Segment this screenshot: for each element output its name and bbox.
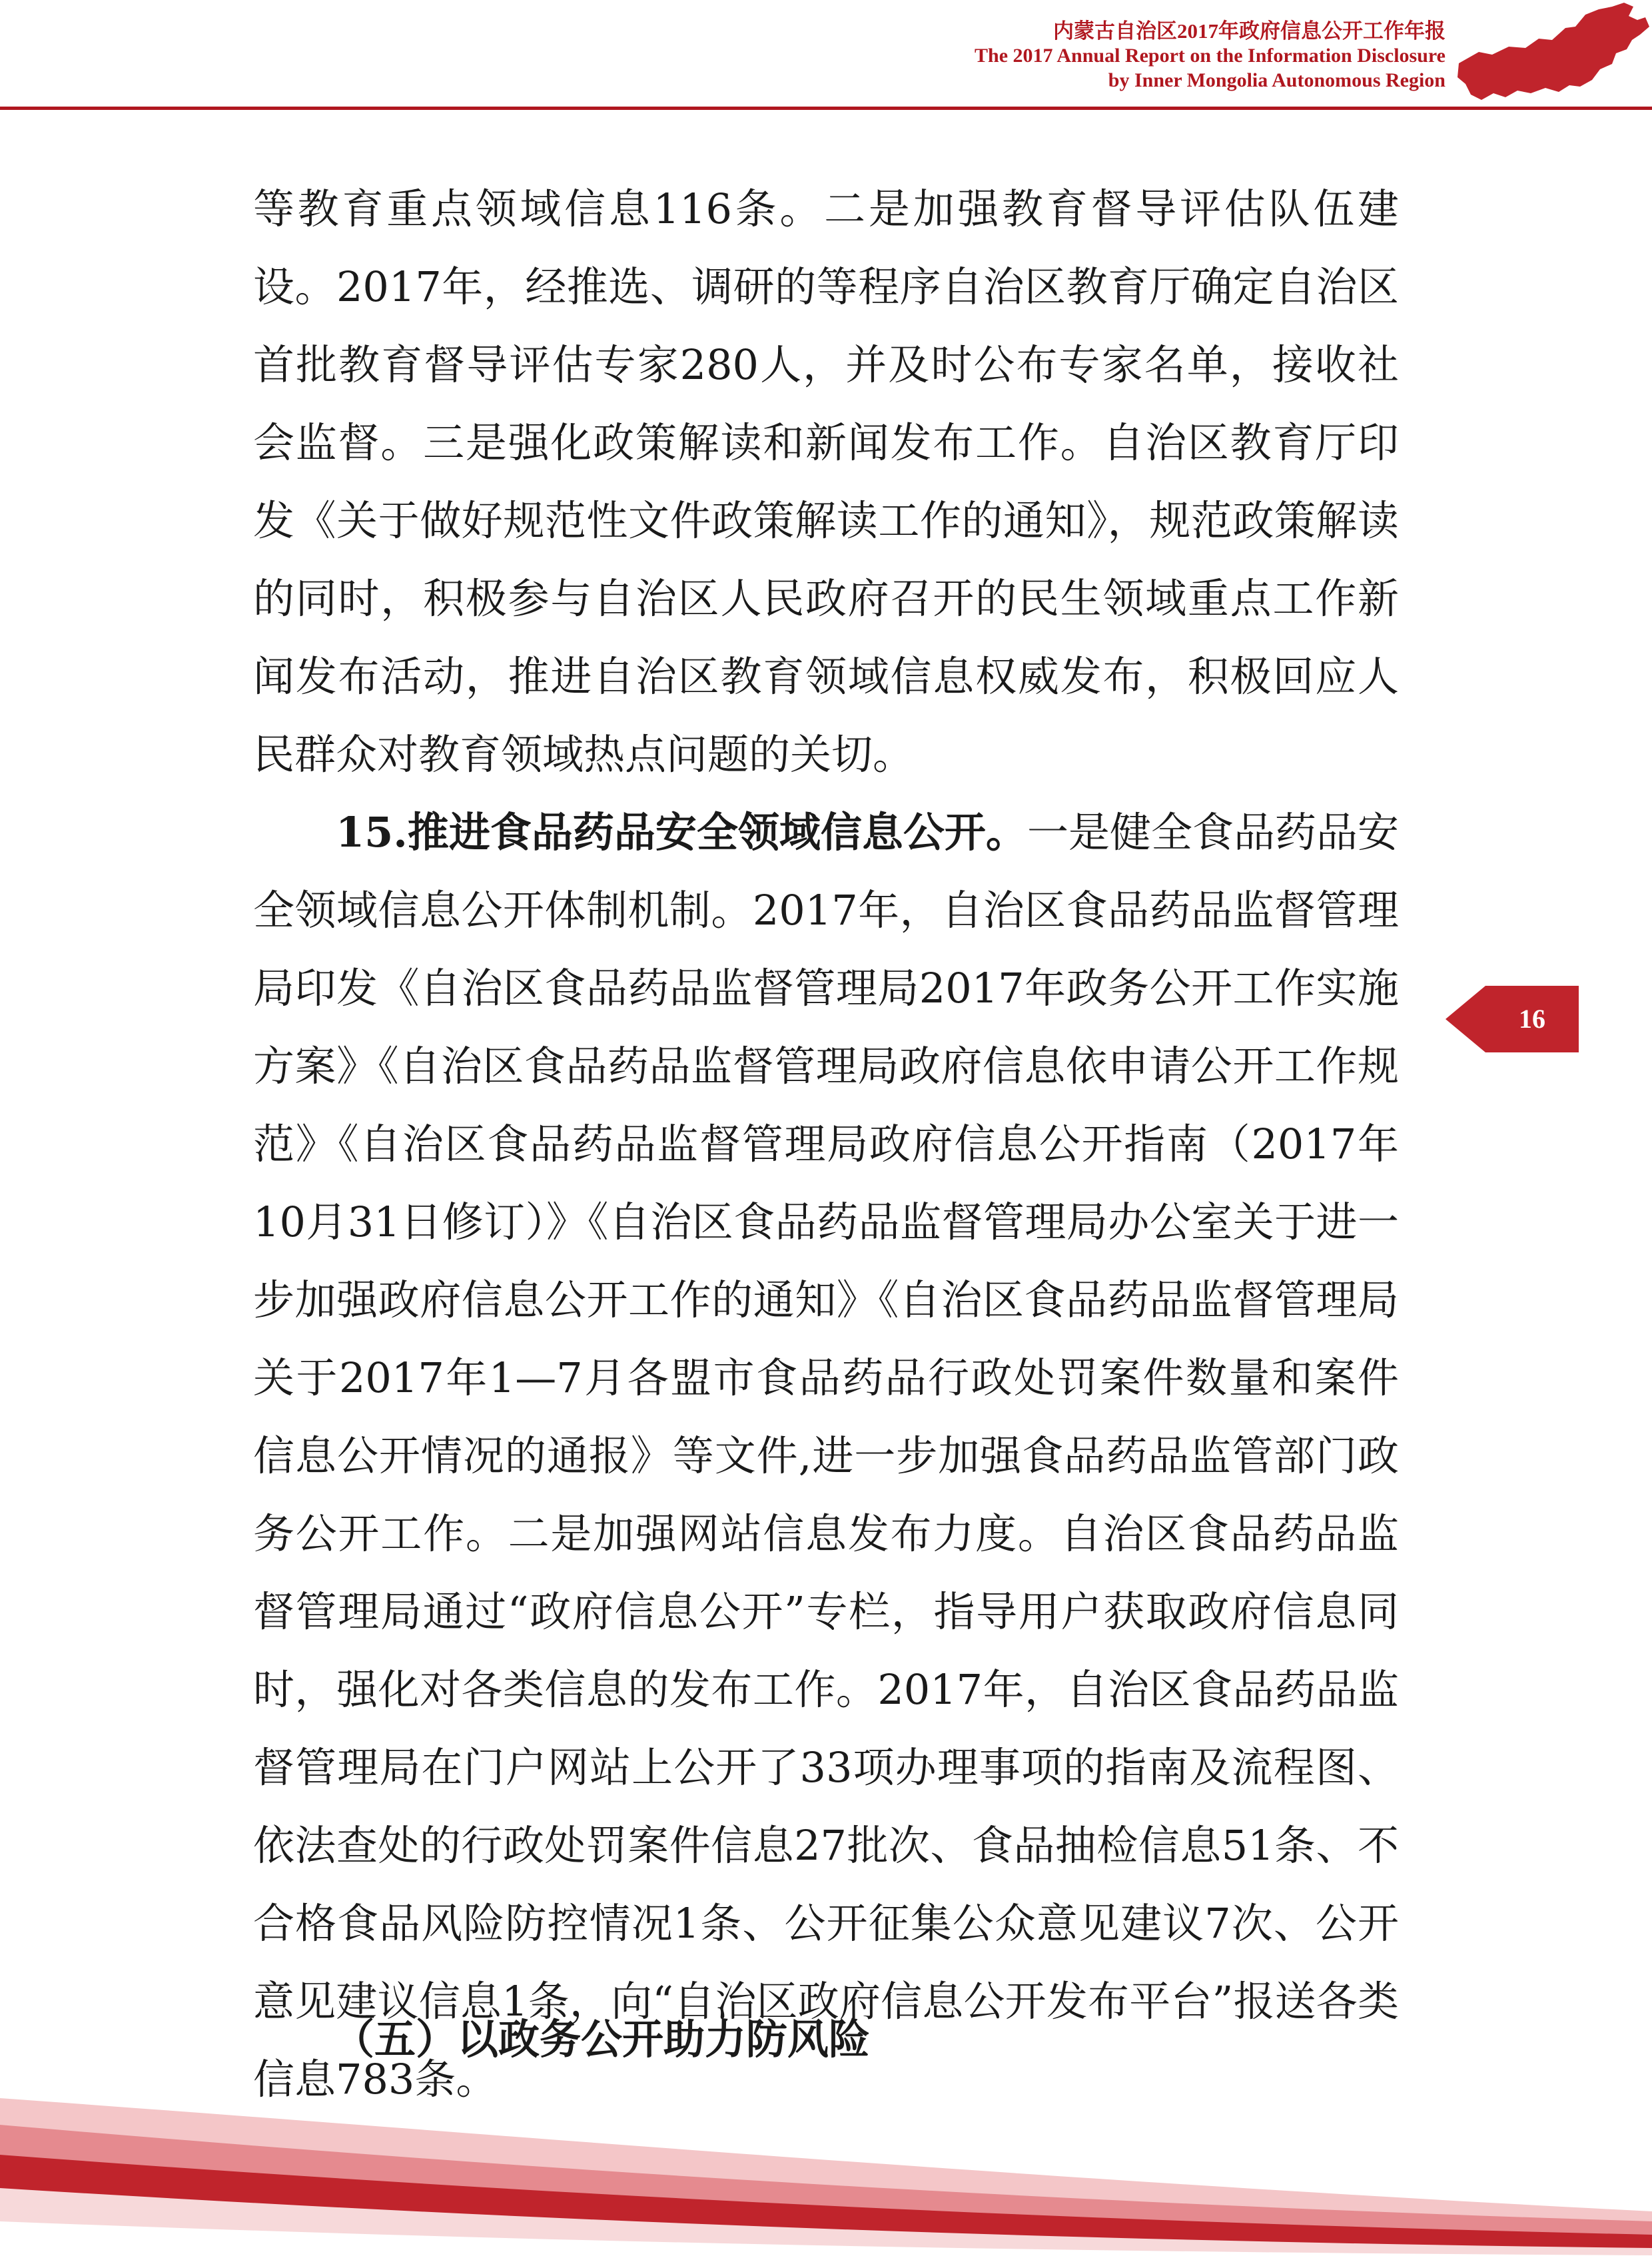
paragraph-food-drug-text: 一是健全食品药品安全领域信息公开体制机制。2017年，自治区食品药品监督管理局印发《自治区食品药品监督管理局2017年政务公开工作实施方案》《自治区食品药品监督管理局政府信息依申请公开工作规范》《自治区食品药品监督管理局政府信息公开指南（2017年10月31日修订）》《自治区食品药品监督管理局办公室关于进一步加强政府信息公开工作的通知》《自治区食品药品监督管理局关于2017年1—7月各盟市食品药品行政处罚案件数量和案件信息公开情况的通报》等文件,进一步加强食品药品监管部门政务公开工作。二是加强网站信息发布力度。自治区食品药品监督管理局通过“政府信息公开”专栏，指导用户获取政府信息同时，强化对各类信息的发布工作。2017年，自治区食品药品监督管理局在门户网站上公开了33项办理事项的指南及流程图、依法查处的行政处罚案件信息27批次、食品抽检信息51条、不合格食品风险防控情况1条、公开征集公众意见建议7次、公开意见建议信息1条，向“自治区政府信息公开发布平台”报送各类信息783条。 xyxy=(253,808,1399,2103)
header-title-en-line1: The 2017 Annual Report on the Information Disclosure xyxy=(975,45,1446,67)
header-title-en-line2: by Inner Mongolia Autonomous Region xyxy=(1108,69,1446,91)
header-title-cn: 内蒙古自治区2017年政府信息公开工作年报 xyxy=(1053,19,1446,43)
header-title-block xyxy=(975,19,1446,93)
paragraph-food-drug xyxy=(253,793,1399,2118)
paragraph-lead: 15.推进食品药品安全领域信息公开。 xyxy=(336,808,1027,857)
page-header xyxy=(0,0,1652,113)
paragraph-education: 等教育重点领域信息116条。二是加强教育督导评估队伍建设。2017年，经推选、调研的等程序自治区教育厅确定自治区首批教育督导评估专家280人，并及时公布专家名单，接收社会监督。三是强化政策解读和新闻发布工作。自治区教育厅印发《关于做好规范性文件政策解读工作的通知》，规范政策解读的同时，积极参与自治区人民政府召开的民生领域重点工作新闻发布活动，推进自治区教育领域信息权威发布，积极回应人民群众对教育领域热点问题的关切。 xyxy=(253,185,1399,779)
page-number: 16 xyxy=(1519,1004,1545,1034)
inner-mongolia-map-icon xyxy=(1452,0,1652,110)
body-text xyxy=(253,170,1399,2118)
header-rule xyxy=(0,107,1652,110)
section-heading: （五）以政务公开助力防风险 xyxy=(333,2015,871,2064)
footer-wave-decoration xyxy=(0,2078,1652,2260)
